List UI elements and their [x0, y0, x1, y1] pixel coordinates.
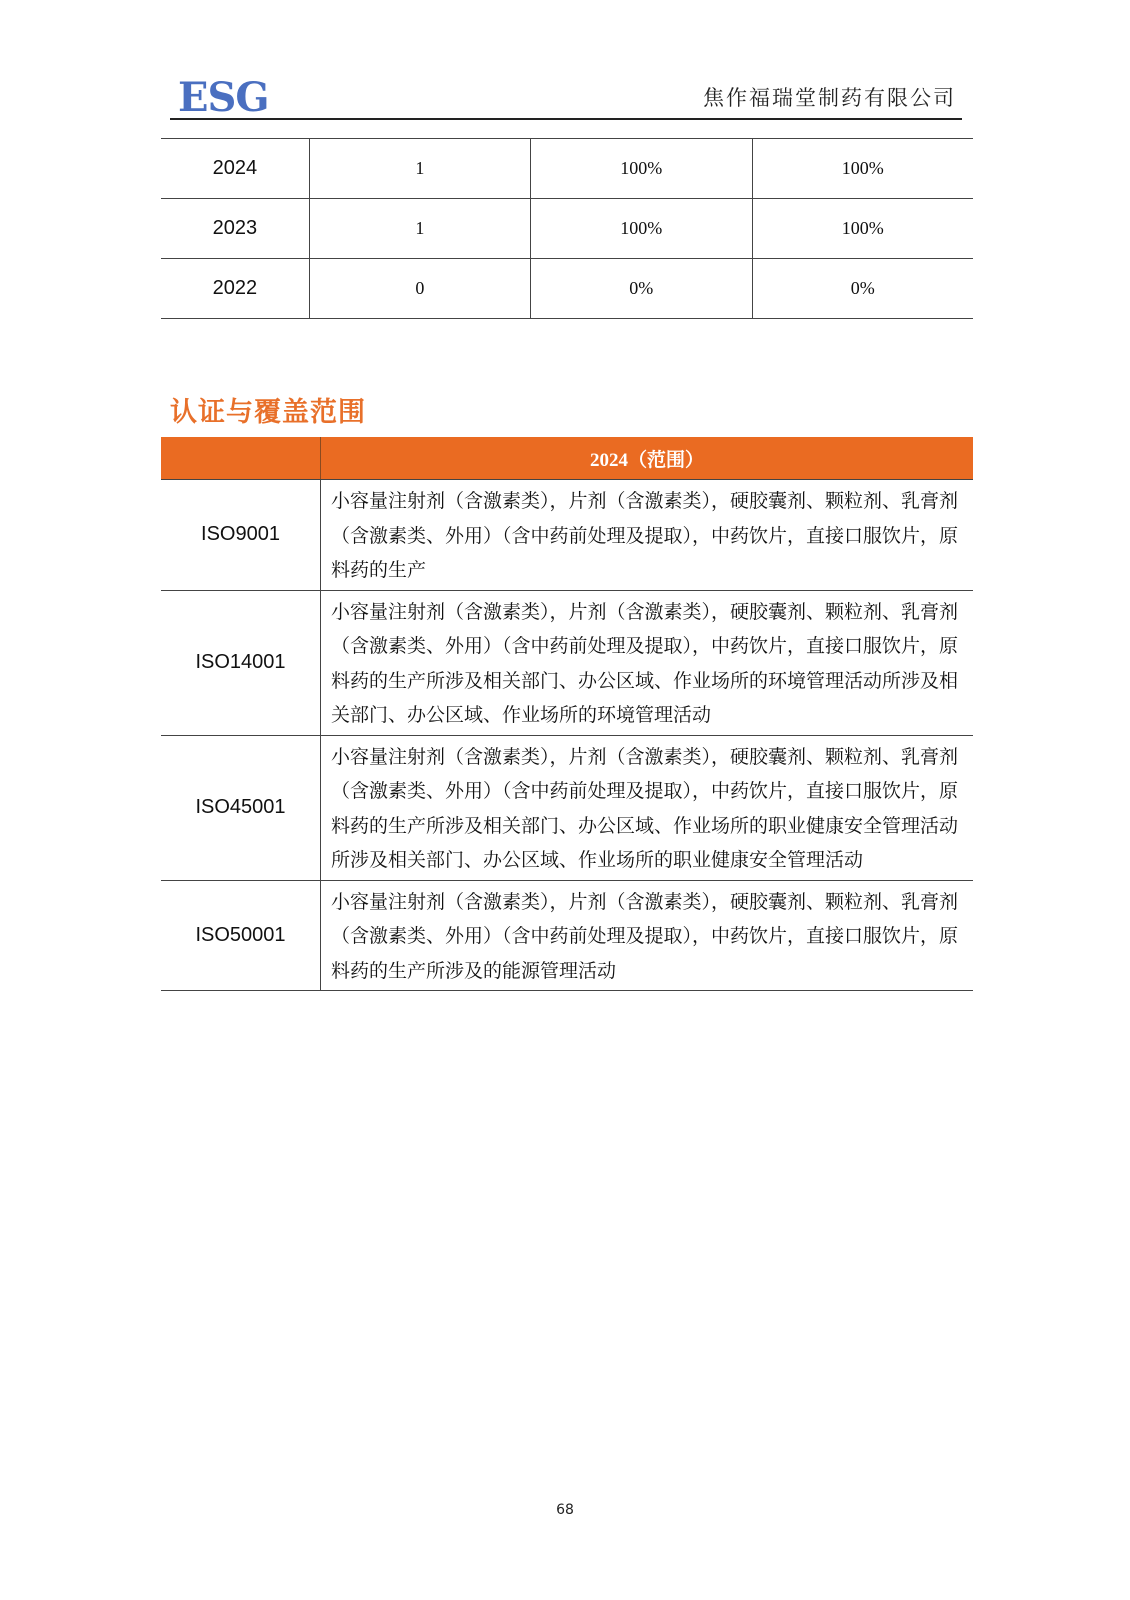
header-cell-scope: 2024（范围） — [321, 437, 974, 480]
year-cell: 2024 — [161, 139, 309, 199]
table-row — [161, 139, 973, 199]
scope-cell: 小容量注射剂（含激素类），片剂（含激素类），硬胶囊剂、颗粒剂、乳膏剂（含激素类、外用）（含中药前处理及提取），中药饮片，直接口服饮片，原料药的生产所涉及的能源管理活动 — [321, 880, 974, 991]
certification-table — [161, 437, 973, 991]
page-number: 68 — [556, 1502, 574, 1518]
standard-cell: ISO9001 — [161, 480, 321, 591]
standard-cell: ISO50001 — [161, 880, 321, 991]
year-cell: 2023 — [161, 199, 309, 259]
value-cell: 0% — [752, 259, 973, 319]
table-row — [161, 880, 973, 991]
year-cell: 2022 — [161, 259, 309, 319]
section-title: 认证与覆盖范围 — [170, 397, 366, 428]
esg-logo: ESG — [178, 74, 269, 121]
table-header-row — [161, 437, 973, 480]
page-header — [170, 72, 962, 120]
scope-cell: 小容量注射剂（含激素类），片剂（含激素类），硬胶囊剂、颗粒剂、乳膏剂（含激素类、外用）（含中药前处理及提取），中药饮片，直接口服饮片，原料药的生产所涉及相关部门、办公区域、作业场所的环境管理活动所涉及相关部门、办公区域、作业场所的环境管理活动 — [321, 590, 974, 735]
value-cell: 0% — [531, 259, 752, 319]
company-name: 焦作福瑞堂制药有限公司 — [703, 86, 956, 110]
statistics-table — [161, 138, 973, 319]
value-cell: 100% — [752, 199, 973, 259]
table-row — [161, 590, 973, 735]
table-row — [161, 259, 973, 319]
value-cell: 100% — [531, 139, 752, 199]
value-cell: 1 — [309, 139, 530, 199]
value-cell: 1 — [309, 199, 530, 259]
header-cell-standard — [161, 437, 321, 480]
value-cell: 100% — [752, 139, 973, 199]
value-cell: 0 — [309, 259, 530, 319]
value-cell: 100% — [531, 199, 752, 259]
table-row — [161, 735, 973, 880]
standard-cell: ISO45001 — [161, 735, 321, 880]
scope-cell: 小容量注射剂（含激素类），片剂（含激素类），硬胶囊剂、颗粒剂、乳膏剂（含激素类、外用）（含中药前处理及提取），中药饮片，直接口服饮片，原料药的生产 — [321, 480, 974, 591]
table-row — [161, 199, 973, 259]
standard-cell: ISO14001 — [161, 590, 321, 735]
table-row — [161, 480, 973, 591]
scope-cell: 小容量注射剂（含激素类），片剂（含激素类），硬胶囊剂、颗粒剂、乳膏剂（含激素类、外用）（含中药前处理及提取），中药饮片，直接口服饮片，原料药的生产所涉及相关部门、办公区域、作业场所的职业健康安全管理活动所涉及相关部门、办公区域、作业场所的职业健康安全管理活动 — [321, 735, 974, 880]
